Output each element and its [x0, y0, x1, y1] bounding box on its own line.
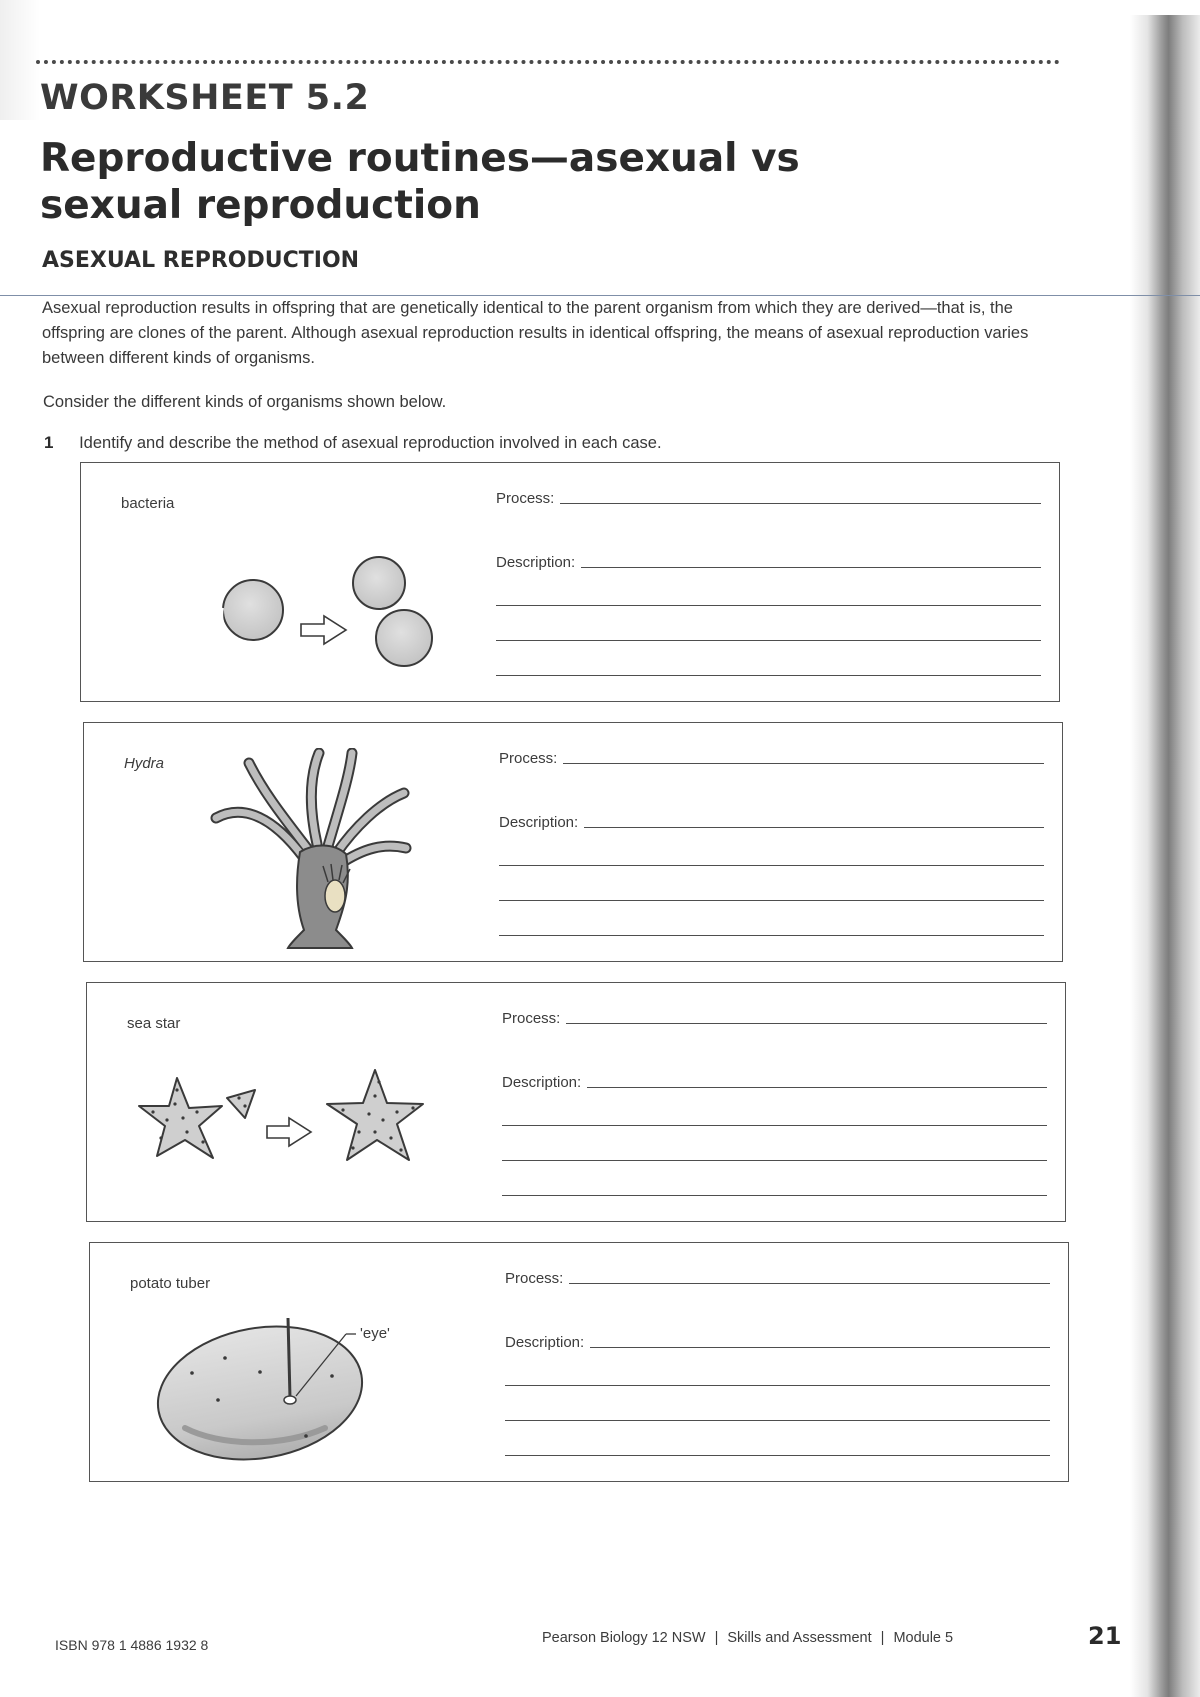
process-answer-line[interactable]	[560, 503, 1041, 504]
description-answer-line[interactable]	[499, 866, 1044, 901]
answer-area	[505, 1265, 1050, 1456]
description-label: Description:	[496, 554, 576, 571]
answer-area	[496, 485, 1041, 676]
process-answer-line[interactable]	[563, 763, 1044, 764]
answer-area	[499, 745, 1044, 936]
question-1	[44, 433, 1044, 453]
process-label: Process:	[505, 1270, 564, 1287]
organism-card-sea-star	[86, 982, 1066, 1222]
organism-label: bacteria	[121, 495, 175, 512]
description-row	[499, 809, 1044, 831]
description-answer-line[interactable]	[496, 641, 1041, 676]
question-text: Identify and describe the method of asexual reproduction involved in each case.	[79, 434, 662, 452]
answer-area	[502, 1005, 1047, 1196]
hydra-budding-illustration	[114, 748, 444, 953]
dotted-header-rule	[36, 60, 1060, 64]
page-number: 21	[1088, 1622, 1122, 1650]
description-answer-line[interactable]	[587, 1087, 1047, 1088]
process-row	[505, 1265, 1050, 1287]
process-answer-line[interactable]	[566, 1023, 1047, 1024]
description-answer-line[interactable]	[590, 1347, 1050, 1348]
process-row	[496, 485, 1041, 507]
organism-label: Hydra	[124, 755, 165, 772]
organism-card-bacteria	[80, 462, 1060, 702]
description-answer-line[interactable]	[502, 1126, 1047, 1161]
process-row	[502, 1005, 1047, 1027]
organism-card-hydra	[83, 722, 1063, 962]
scan-corner-shadow	[0, 0, 40, 120]
footer-module: Module 5	[893, 1630, 954, 1646]
process-label: Process:	[499, 750, 558, 767]
organism-label: sea star	[127, 1015, 181, 1032]
footer-book-title: Pearson Biology 12 NSW	[542, 1630, 706, 1646]
process-label: Process:	[496, 490, 555, 507]
page-title: Reproductive routines—asexual vs sexual reproduction	[40, 136, 800, 228]
description-answer-line[interactable]	[496, 606, 1041, 641]
description-answer-line[interactable]	[581, 567, 1041, 568]
description-label: Description:	[499, 814, 579, 831]
description-answer-line[interactable]	[505, 1351, 1050, 1386]
bacteria-binary-fission-illustration	[111, 488, 441, 693]
consider-text: Consider the different kinds of organisms shown below.	[43, 393, 447, 411]
process-row	[499, 745, 1044, 767]
book-spine-shadow	[1130, 15, 1200, 1697]
process-label: Process:	[502, 1010, 561, 1027]
description-answer-line[interactable]	[499, 901, 1044, 936]
sea-star-regeneration-illustration	[117, 1008, 447, 1213]
eye-annotation-label: 'eye'	[360, 1325, 390, 1342]
question-number: 1	[44, 433, 54, 452]
description-answer-line[interactable]	[584, 827, 1044, 828]
description-answer-line[interactable]	[502, 1091, 1047, 1126]
description-answer-line[interactable]	[499, 831, 1044, 866]
description-answer-line[interactable]	[496, 571, 1041, 606]
description-row	[505, 1329, 1050, 1351]
description-answer-line[interactable]	[505, 1386, 1050, 1421]
description-label: Description:	[502, 1074, 582, 1091]
footer-part: Skills and Assessment	[727, 1630, 872, 1646]
worksheet-label: WORKSHEET 5.2	[40, 78, 370, 118]
section-heading: ASEXUAL REPRODUCTION	[42, 248, 360, 273]
description-row	[502, 1069, 1047, 1091]
description-label: Description:	[505, 1334, 585, 1351]
organism-card-potato-tuber	[89, 1242, 1069, 1482]
description-answer-line[interactable]	[505, 1421, 1050, 1456]
footer-separator: |	[880, 1630, 885, 1646]
intro-paragraph: Asexual reproduction results in offspring that are genetically identical to the parent organism from which they are derived—that is, the offspring are clones of the parent. Although asexual reproduction results in identical offspring, the means of asexual reproduction varies between different kinds of organisms.	[42, 299, 1029, 367]
footer-isbn: ISBN 978 1 4886 1932 8	[55, 1637, 209, 1653]
footer-separator: |	[714, 1630, 719, 1646]
process-answer-line[interactable]	[569, 1283, 1050, 1284]
footer-book-info	[542, 1630, 953, 1646]
description-answer-line[interactable]	[502, 1161, 1047, 1196]
potato-tuber-vegetative-propagation-illustration	[120, 1268, 450, 1473]
description-row	[496, 549, 1041, 571]
organism-label: potato tuber	[130, 1275, 211, 1292]
